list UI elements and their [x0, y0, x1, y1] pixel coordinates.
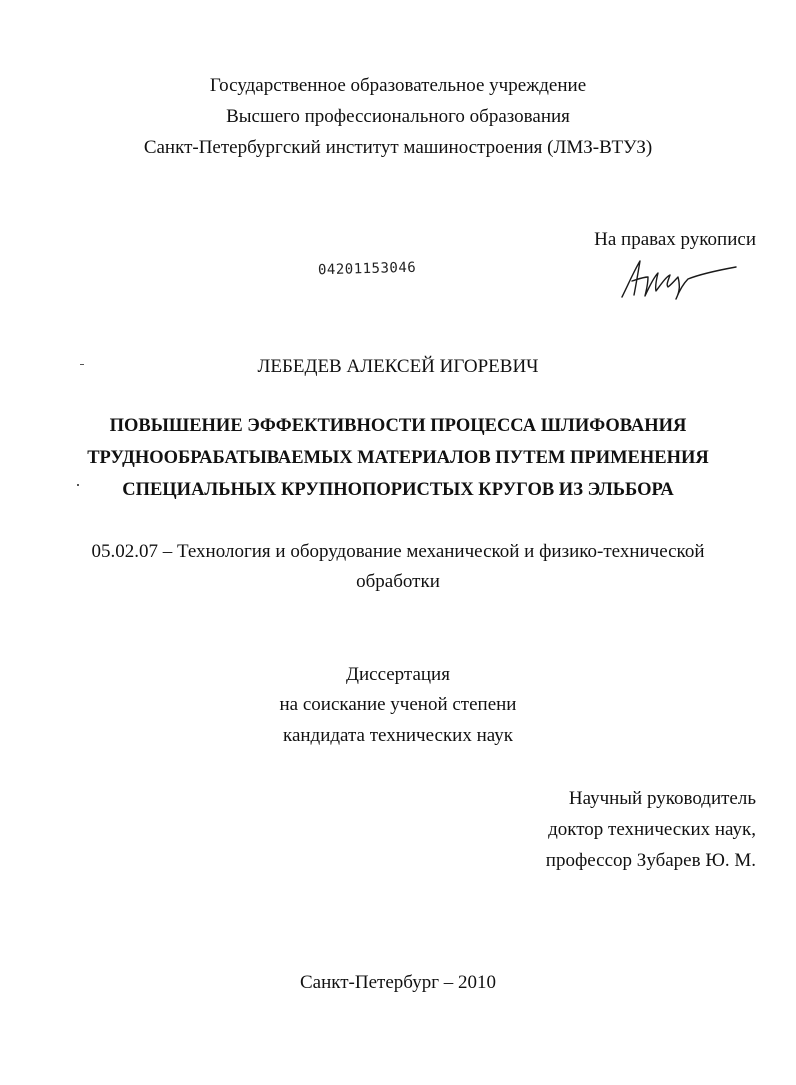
specialty-line-2: обработки: [356, 571, 440, 592]
institution-line-1: Государственное образовательное учреждение: [209, 75, 587, 96]
author-name: ЛЕБЕДЕВ АЛЕКСЕЙ ИГОРЕВИЧ: [257, 356, 539, 377]
degree-line-1: Диссертация: [346, 664, 450, 685]
institution-line-3: Санкт-Петербургский институт машиностроения (ЛМЗ-ВТУЗ): [143, 137, 653, 158]
dissertation-title-line-2: ТРУДНООБРАБАТЫВАЕМЫХ МАТЕРИАЛОВ ПУТЕМ ПРИМЕНЕНИЯ: [87, 448, 709, 468]
supervisor-label: Научный руководитель: [568, 788, 756, 809]
institution-line-2: Высшего профессионального образования: [226, 106, 570, 127]
rights-note: На правах рукописи: [594, 229, 756, 250]
handwritten-signature-icon: [618, 255, 740, 301]
specialty-line-1: 05.02.07 – Технология и оборудование механической и физико-технической: [91, 541, 705, 562]
degree-line-3: кандидата технических наук: [283, 725, 513, 746]
registration-number: 04201153046: [317, 259, 417, 279]
supervisor-name: профессор Зубарев Ю. М.: [545, 850, 756, 871]
dissertation-title-line-1: ПОВЫШЕНИЕ ЭФФЕКТИВНОСТИ ПРОЦЕССА ШЛИФОВАНИЯ: [109, 416, 687, 436]
city-year: Санкт-Петербург – 2010: [299, 972, 496, 993]
degree-line-2: на соискание ученой степени: [279, 694, 517, 715]
dissertation-title-line-3: СПЕЦИАЛЬНЫХ КРУПНОПОРИСТЫХ КРУГОВ ИЗ ЭЛЬБОРА: [122, 480, 674, 500]
supervisor-degree: доктор технических наук,: [548, 819, 756, 840]
